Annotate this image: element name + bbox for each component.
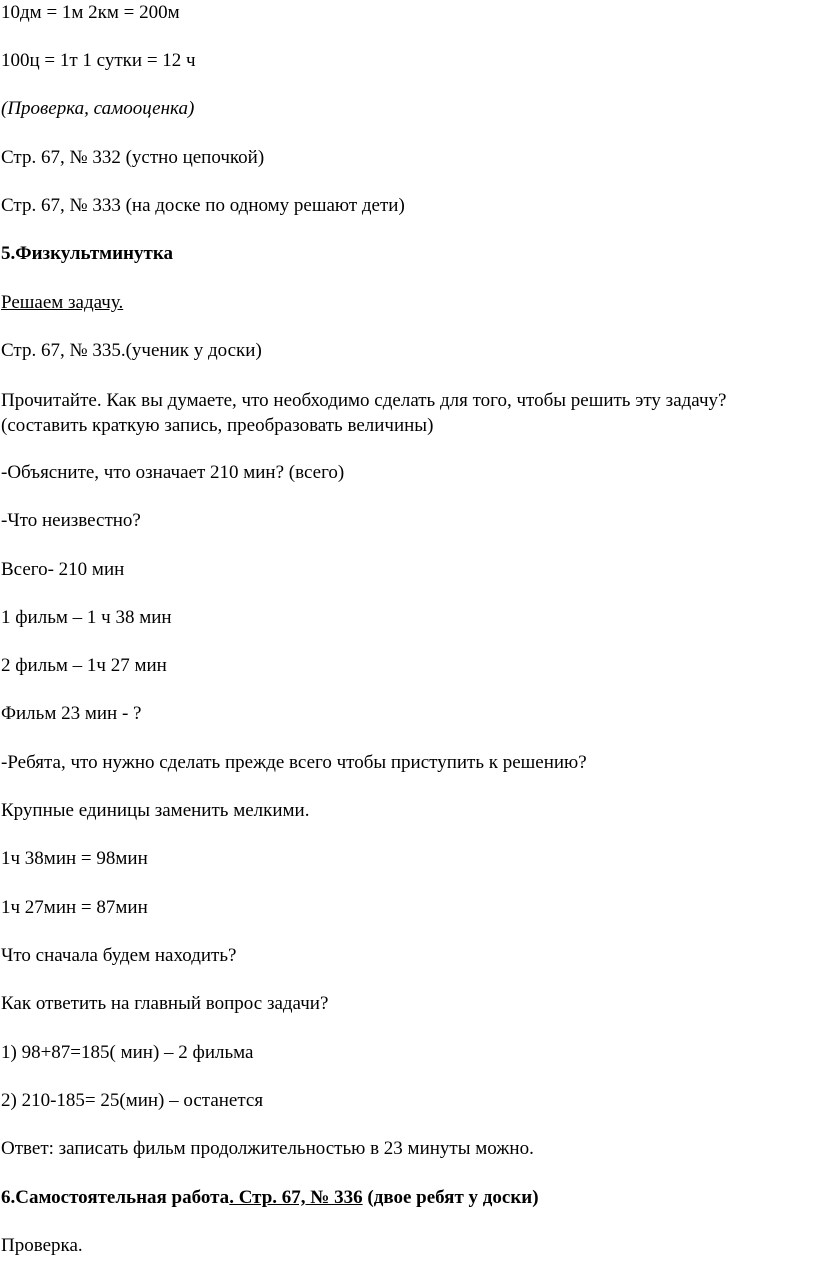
section-heading: 5.Физкультминутка [1, 243, 174, 264]
text-line: 1 фильм – 1 ч 38 мин [1, 607, 172, 628]
text-line: -Ребята, что нужно сделать прежде всего чтобы приступить к решению? [1, 752, 587, 773]
text-line: Крупные единицы заменить мелкими. [1, 800, 310, 821]
subheading-underlined: Решаем задачу. [1, 292, 124, 313]
text-line: Как ответить на главный вопрос задачи? [1, 993, 329, 1014]
text-line: 1ч 27мин = 87мин [1, 897, 148, 918]
text-line: Стр. 67, № 333 (на доске по одному решают дети) [1, 195, 405, 216]
text-line: Ответ: записать фильм продолжительностью в 23 минуты можно. [1, 1138, 534, 1159]
text-line: 2) 210-185= 25(мин) – останется [1, 1090, 264, 1111]
text-line: 1ч 38мин = 98мин [1, 848, 148, 869]
text-paragraph: Прочитайте. Как вы думаете, что необходимо сделать для того, чтобы решить эту задачу? (составить краткую запись, преобразовать величины) [1, 390, 727, 436]
heading-part: (двое ребят у доски) [362, 1187, 539, 1208]
heading-part: 6.Самостоятельная работа [1, 1187, 230, 1208]
text-line-italic: (Проверка, самооценка) [1, 98, 195, 119]
text-line: 100ц = 1т 1 сутки = 12 ч [1, 50, 196, 71]
text-line: -Объясните, что означает 210 мин? (всего) [1, 462, 345, 483]
text-line: Стр. 67, № 335.(ученик у доски) [1, 340, 262, 361]
text-line: Фильм 23 мин - ? [1, 703, 142, 724]
text-line: Проверка. [1, 1235, 83, 1256]
text-line: -Что неизвестно? [1, 510, 141, 531]
heading-part-underlined: . Стр. 67, № 336 [229, 1187, 363, 1208]
text-line: 10дм = 1м 2км = 200м [1, 2, 180, 23]
section-heading [1, 1187, 539, 1209]
text-line: Стр. 67, № 332 (устно цепочкой) [1, 147, 265, 168]
text-line: Всего- 210 мин [1, 559, 125, 580]
text-line: 2 фильм – 1ч 27 мин [1, 655, 167, 676]
text-line: Что сначала будем находить? [1, 945, 237, 966]
text-line: 1) 98+87=185( мин) – 2 фильма [1, 1042, 254, 1063]
